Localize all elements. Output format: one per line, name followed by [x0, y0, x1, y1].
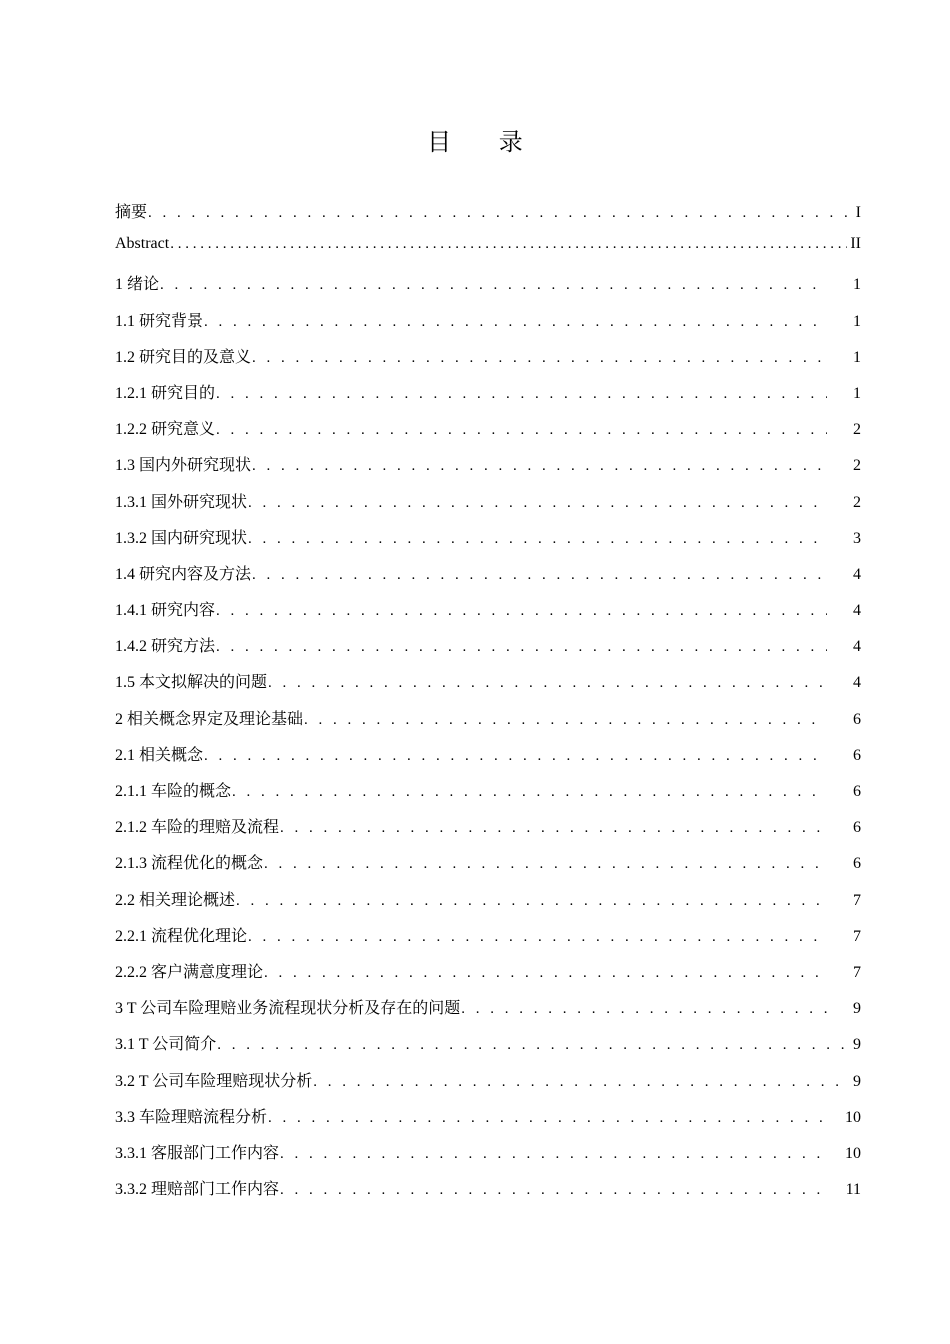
toc-entry-label: 1.4.1 研究内容 [115, 602, 216, 620]
dot-leader [268, 675, 827, 692]
toc-entry-page: 6 [853, 746, 861, 764]
dot-leader [252, 350, 827, 367]
toc-entry-label: 3.3 车险理赔流程分析 [115, 1108, 268, 1126]
toc-entry[interactable] [115, 1176, 861, 1212]
dot-leader [216, 639, 827, 656]
toc-entry[interactable] [115, 452, 861, 488]
toc-entry-page: 10 [845, 1144, 861, 1162]
toc-entry-label: 摘要 [115, 204, 148, 221]
toc-entry[interactable] [115, 633, 861, 669]
dot-leader [264, 965, 827, 982]
toc-entry[interactable] [115, 1140, 861, 1176]
toc-entry-label: 2.1.3 流程优化的概念 [115, 855, 264, 873]
dot-leader [248, 531, 827, 548]
toc-entry-page: 6 [853, 819, 861, 837]
toc-entry-page: I [855, 204, 861, 221]
dot-leader [268, 1110, 827, 1127]
toc-title: 目 录 [427, 128, 543, 156]
toc-entry-label: 2.1 相关概念 [115, 746, 204, 764]
toc-entry[interactable] [115, 1031, 861, 1067]
dot-leader [204, 748, 827, 765]
toc-entry-page: 2 [853, 493, 861, 511]
toc-entry[interactable] [115, 199, 861, 235]
dot-leader [232, 784, 827, 801]
toc-entry-page: 6 [853, 855, 861, 873]
toc-entry-page: 1 [853, 276, 861, 294]
toc-entry[interactable] [115, 1068, 861, 1104]
dot-leader [248, 929, 827, 946]
toc-entry-label: 2 相关概念界定及理论基础 [115, 710, 304, 728]
toc-entry[interactable] [115, 597, 861, 633]
toc-entry-page: 7 [853, 963, 861, 981]
dot-leader [170, 236, 847, 253]
toc-entry-page: 2 [853, 421, 861, 439]
dot-leader [216, 603, 827, 620]
toc-entry[interactable] [115, 344, 861, 380]
toc-entry-label: 1.4 研究内容及方法 [115, 565, 252, 583]
toc-entry-page: 4 [853, 602, 861, 620]
toc-entry[interactable] [115, 706, 861, 742]
toc-entry-page: 1 [853, 348, 861, 366]
toc-entry[interactable] [115, 850, 861, 886]
dot-leader [248, 495, 827, 512]
toc-entry[interactable] [115, 489, 861, 525]
dot-leader [461, 1001, 827, 1018]
toc-entry-page: II [850, 235, 861, 253]
toc-entry-page: 11 [845, 1181, 861, 1199]
dot-leader [252, 567, 827, 584]
dot-leader [204, 314, 827, 331]
toc-entry-label: 1.2.1 研究目的 [115, 384, 216, 402]
toc-entry-page: 4 [853, 638, 861, 656]
dot-leader [313, 1074, 847, 1091]
toc-entry-label: 3.1 T 公司简介 [115, 1036, 217, 1054]
toc-entry-page: 4 [853, 565, 861, 583]
toc-entry[interactable] [115, 416, 861, 452]
toc-entry-label: 1.4.2 研究方法 [115, 638, 216, 656]
toc-entry-page: 9 [853, 1036, 861, 1054]
toc-entry[interactable] [115, 380, 861, 416]
toc-entry-page: 10 [845, 1108, 861, 1126]
dot-leader [280, 1146, 827, 1163]
toc-entry[interactable] [115, 1104, 861, 1140]
toc-entry-page: 1 [853, 312, 861, 330]
toc-entry-page: 7 [853, 891, 861, 909]
toc-entry-page: 4 [853, 674, 861, 692]
toc-entry[interactable] [115, 235, 861, 271]
toc-entry[interactable] [115, 778, 861, 814]
dot-leader [264, 856, 827, 873]
toc-entry-label: 3.2 T 公司车险理赔现状分析 [115, 1072, 313, 1090]
toc-entry[interactable] [115, 669, 861, 705]
toc-entry-page: 9 [853, 1072, 861, 1090]
toc-entry-page: 3 [853, 529, 861, 547]
dot-leader [216, 422, 827, 439]
toc-entry-page: 2 [853, 457, 861, 475]
table-of-contents [115, 199, 861, 1212]
toc-entry[interactable] [115, 887, 861, 923]
toc-entry-label: 1.3.2 国内研究现状 [115, 529, 248, 547]
toc-entry[interactable] [115, 814, 861, 850]
dot-leader [148, 205, 847, 222]
toc-entry[interactable] [115, 742, 861, 778]
toc-entry-label: 1.5 本文拟解决的问题 [115, 674, 268, 692]
dot-leader [280, 820, 827, 837]
toc-entry[interactable] [115, 959, 861, 995]
toc-entry[interactable] [115, 308, 861, 344]
toc-entry-label: 1.1 研究背景 [115, 312, 204, 330]
toc-entry[interactable] [115, 525, 861, 561]
toc-entry-label: 1.3 国内外研究现状 [115, 457, 252, 475]
toc-entry-label: 3.3.2 理赔部门工作内容 [115, 1181, 280, 1199]
dot-leader [252, 458, 827, 475]
dot-leader [236, 893, 827, 910]
toc-entry-page: 6 [853, 710, 861, 728]
toc-entry-label: 1.3.1 国外研究现状 [115, 493, 248, 511]
toc-entry-page: 7 [853, 927, 861, 945]
toc-entry-page: 1 [853, 384, 861, 402]
dot-leader [304, 712, 827, 729]
toc-entry[interactable] [115, 271, 861, 307]
toc-entry[interactable] [115, 561, 861, 597]
dot-leader [216, 386, 827, 403]
toc-entry-page: 9 [853, 1000, 861, 1018]
toc-entry[interactable] [115, 995, 861, 1031]
toc-entry-label: 3.3.1 客服部门工作内容 [115, 1144, 280, 1162]
toc-entry-label: 1.2 研究目的及意义 [115, 348, 252, 366]
dot-leader [280, 1182, 827, 1199]
dot-leader [160, 277, 827, 294]
toc-entry-label: 2.2.2 客户满意度理论 [115, 963, 264, 981]
toc-entry-label: 3 T 公司车险理赔业务流程现状分析及存在的问题 [115, 1000, 461, 1018]
dot-leader [217, 1037, 847, 1054]
toc-entry-label: 2.2 相关理论概述 [115, 891, 236, 909]
toc-entry-label: 1.2.2 研究意义 [115, 421, 216, 439]
toc-entry-label: Abstract [115, 235, 170, 253]
toc-entry-page: 6 [853, 783, 861, 800]
toc-entry-label: 2.2.1 流程优化理论 [115, 927, 248, 945]
toc-entry-label: 2.1.2 车险的理赔及流程 [115, 819, 280, 837]
toc-entry-label: 1 绪论 [115, 276, 160, 294]
toc-entry[interactable] [115, 923, 861, 959]
toc-entry-label: 2.1.1 车险的概念 [115, 783, 232, 800]
